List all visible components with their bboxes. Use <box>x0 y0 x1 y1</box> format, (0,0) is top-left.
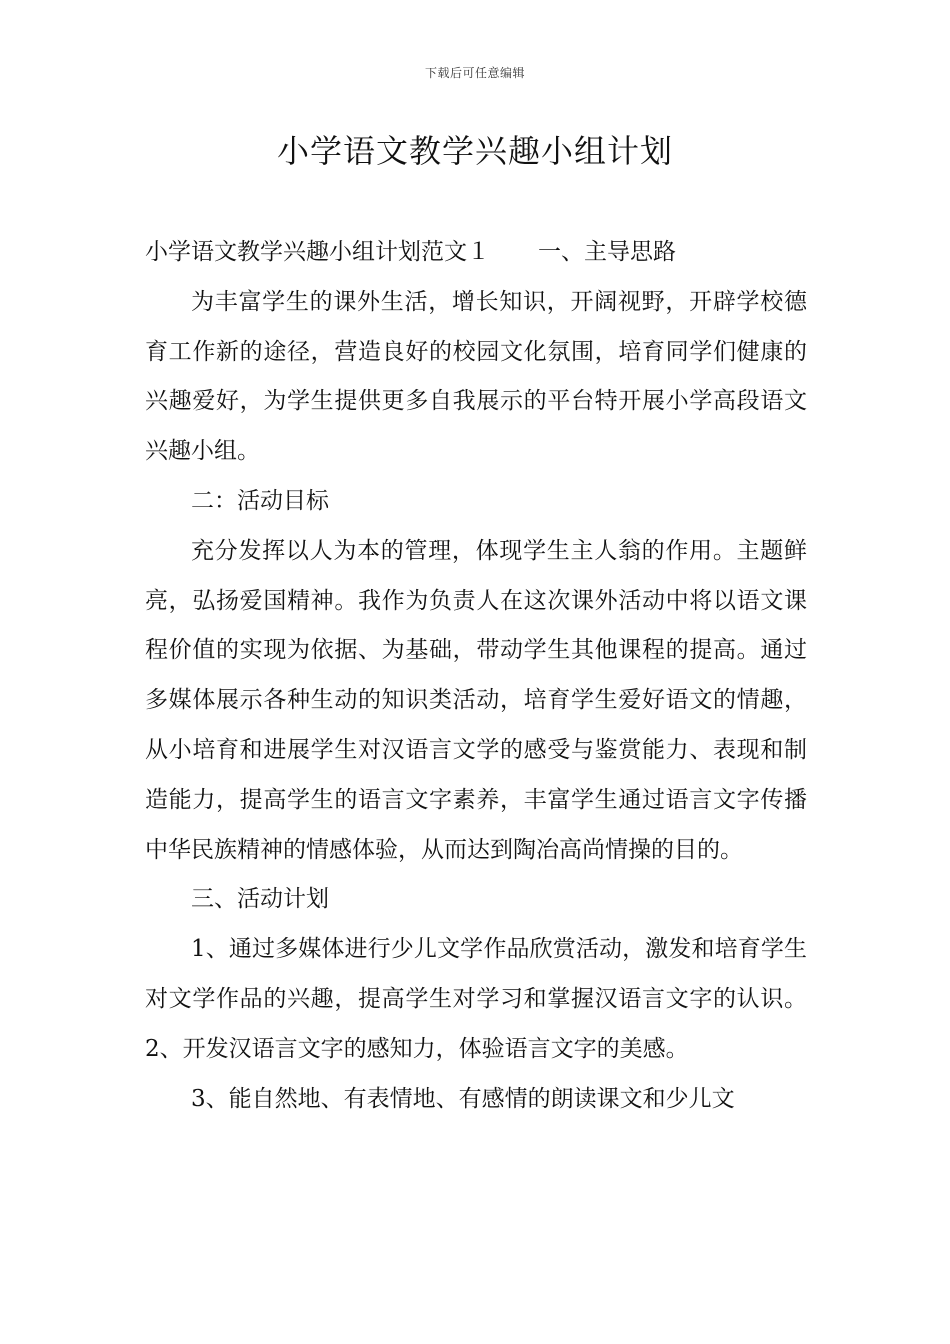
essay-lead: 小学语文教学兴趣小组计划范文１ <box>145 239 490 265</box>
document-body <box>145 228 807 1124</box>
header-note: 下载后可任意编辑 <box>424 66 525 80</box>
paragraph-3: 1、通过多媒体进行少儿文学作品欣赏活动，激发和培育学生对文学作品的兴趣，提高学生对学习和掌握汉语言文字的认识。2、开发汉语言文字的感知力，体验语言文字的美感。 <box>145 936 807 1062</box>
section-heading-3: 三、活动计划 <box>191 886 329 913</box>
paragraph-1: 为丰富学生的课外生活，增长知识，开阔视野，开辟学校德育工作新的途径，营造良好的校园文化氛围，培育同学们健康的兴趣爱好，为学生提供更多自我展示的平台特开展小学高段语文兴趣小组。 <box>145 288 807 465</box>
paragraph-4: 3、能自然地、有表情地、有感情的朗读课文和少儿文 <box>191 1085 735 1112</box>
document-title: 小学语文教学兴趣小组计划 <box>276 132 673 170</box>
first-line <box>145 228 807 278</box>
paragraph-2: 充分发挥以人为本的管理，体现学生主人翁的作用。主题鲜亮，弘扬爱国精神。我作为负责人在这次课外活动中将以语文课程价值的实现为依据、为基础，带动学生其他课程的提高。通过多媒体展示各种生动的知识类活动，培育学生爱好语文的情趣，从小培育和进展学生对汉语言文学的感受与鉴赏能力、表现和制造能力，提高学生的语言文字素养，丰富学生通过语言文字传播中华民族精神的情感体验，从而达到陶冶高尚情操的目的。 <box>145 537 807 863</box>
section-heading-2: 二：活动目标 <box>191 487 329 514</box>
section-heading-1: 一、主导思路 <box>538 239 676 265</box>
